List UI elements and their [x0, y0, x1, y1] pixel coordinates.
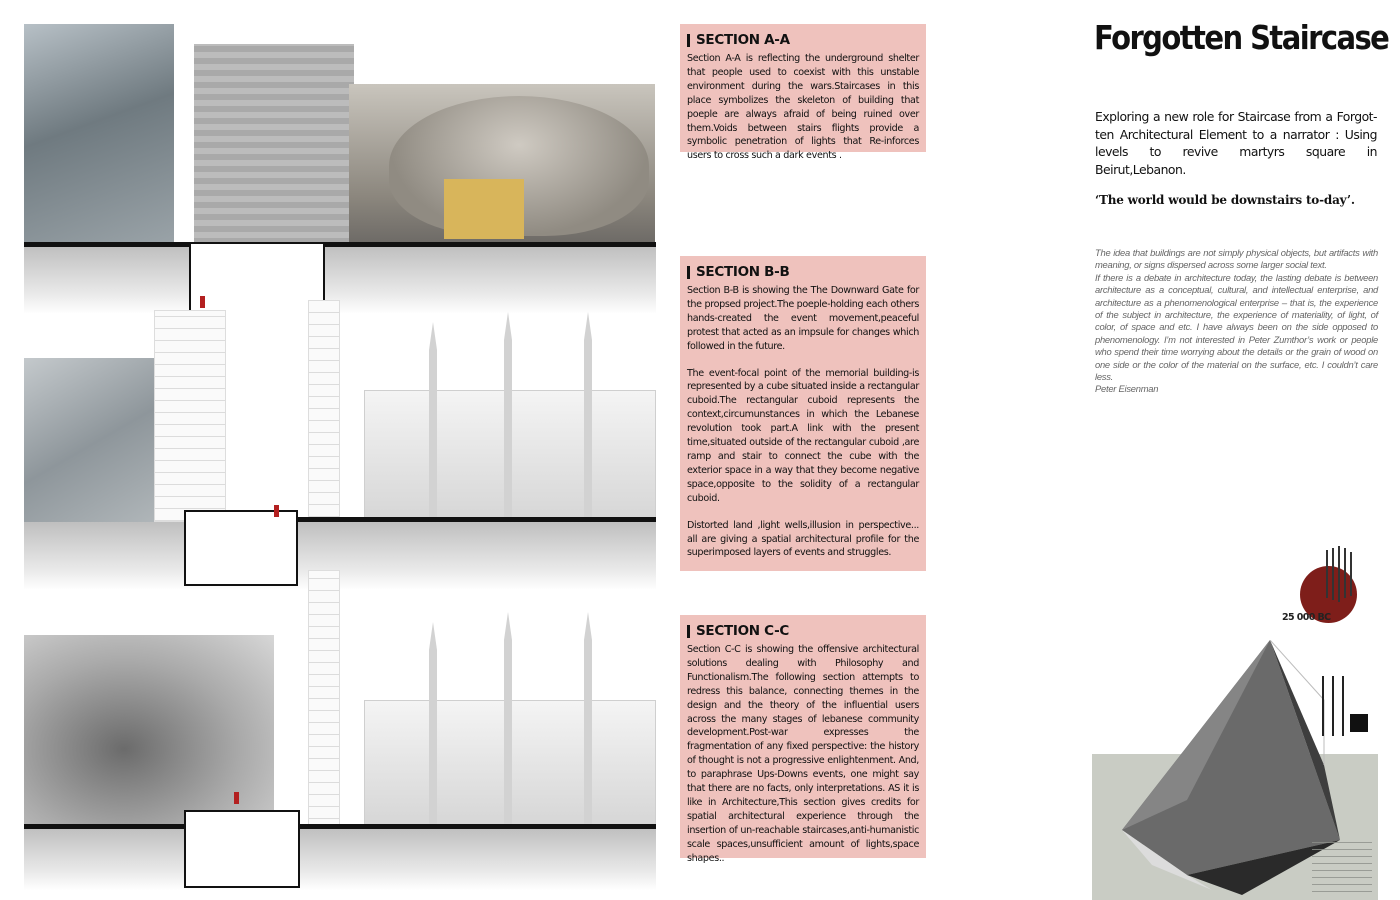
section-b-b-illustration — [24, 300, 656, 590]
section-heading: SECTION C-C — [687, 623, 919, 639]
vertical-line-graphic — [1342, 676, 1344, 736]
vertical-text-line — [1338, 546, 1340, 602]
vertical-line-graphic — [1332, 676, 1334, 736]
minaret-drawing — [429, 650, 437, 825]
staircase-photo — [24, 24, 174, 244]
brick-wall-collage — [194, 44, 354, 244]
section-text: Section C-C is showing the offensive architectural solutions dealing with Philosophy and Functionalism.The following section attempts to redress this balance, connecting themes in the design and the theory of the influential users across the many stages of lebanese community development.Post-war expresses the fragmentation of any fixed perspective: the history of thought is not a progressive enlightenment. And, to paraphrase Ups-Downs events, one might say that there are no facts, only interpretations. AS it is like in Architecture,This section gives credits for spatial architectural experience through the insertion of un-reachable staircases,anti-humanistic scale spaces,unsufficient amount of lights,space shapes.. — [687, 644, 919, 864]
yellow-building-image — [444, 179, 524, 239]
section-c-c-illustration — [24, 570, 656, 890]
section-b-b-box — [680, 256, 926, 571]
page-title: Forgotten Staircase — [1094, 18, 1389, 57]
section-text: Section B-B is showing the The Downward Gate for the propsed project.The poeple-holding each others hands-created the event movement,peaceful protest that acted as an impsule for changes which followed in the future. The event-focal point of the memorial building-is represented by a cube situated inside a rectangular cuboid.The rectangular cuboid represents the context,circumunstances in which the Lebanese revolution took part.A link with the present time,situated outside of the rectangular cuboid ,are ramp and stair to connect the cube with the exterior space in a way that they become negative space,opposite to the solidity of a rectangular cuboid. Distorted land ,light wells,illusion in perspective... all are giving a spatial architectural profile for the superimposed layers of events and struggles. — [687, 285, 919, 559]
minaret-drawing — [429, 350, 437, 520]
intro-text: Exploring a new role for Staircase from a Forgot-ten Architectural Element to a narrator : Using levels to revive martyrs square in Beirut,Lebanon. — [1095, 109, 1377, 177]
ground-line — [294, 517, 656, 522]
section-heading: SECTION B-B — [687, 264, 919, 280]
scale-marks-graphic — [1312, 840, 1372, 898]
quote-text: ‘The world would be downstairs to-day’. — [1095, 193, 1355, 207]
section-text: Section A-A is reflecting the underground shelter that people used to coexist with this unstable environment during the wars.Staircases in this place symbolizes the skeleton of building that poeple are always afraid of being ruined over them.Voids between stairs flights provide a symbolic penetration of lights that Re-inforces users to cross such a dark events . — [687, 53, 919, 162]
minaret-drawing — [584, 640, 592, 825]
black-square-graphic — [1350, 714, 1368, 732]
vertical-line-graphic — [1322, 676, 1324, 736]
timeline-label: 25 000 BC — [1282, 612, 1331, 623]
ground-section — [24, 828, 656, 890]
platform-people-photo — [24, 358, 174, 523]
minaret-drawing — [504, 340, 512, 520]
essay-text: The idea that buildings are not simply physical objects, but artifacts with meaning, or signs dispersed across some larger social text. If there is a debate in architecture today, the lasting debate is between architecture as a conceptual, cultural, and intellectual enterprise, and architecture as a phenomenological enterprise – that is, the experience of the subject in architecture, the experience of materiality, of light, of color, of space and etc. I have always been on the side opposed to phenomenology. I’m not interested in Peter Zumthor’s work or people who spend their time worrying about the details or the grain of wood on one side or the color of the material on the surface, etc. I couldn’t care less. Peter Eisenman — [1095, 247, 1378, 395]
vertical-text-line — [1326, 550, 1328, 598]
section-c-c-box — [680, 615, 926, 864]
section-a-a-box — [680, 24, 926, 162]
vertical-text-line — [1344, 548, 1346, 598]
brick-column-drawing — [308, 570, 340, 832]
ground-line — [24, 824, 656, 829]
ground-line — [24, 242, 656, 247]
minaret-drawing — [584, 340, 592, 520]
human-figure — [234, 792, 239, 804]
minaret-drawing — [504, 640, 512, 825]
section-heading: SECTION A-A — [687, 32, 919, 48]
brick-wall-drawing — [154, 310, 226, 522]
human-figure — [274, 505, 279, 517]
staircase-cut — [184, 810, 300, 888]
section-a-a-illustration — [24, 24, 656, 314]
vertical-text-line — [1350, 552, 1352, 596]
vertical-text-line — [1332, 548, 1334, 600]
